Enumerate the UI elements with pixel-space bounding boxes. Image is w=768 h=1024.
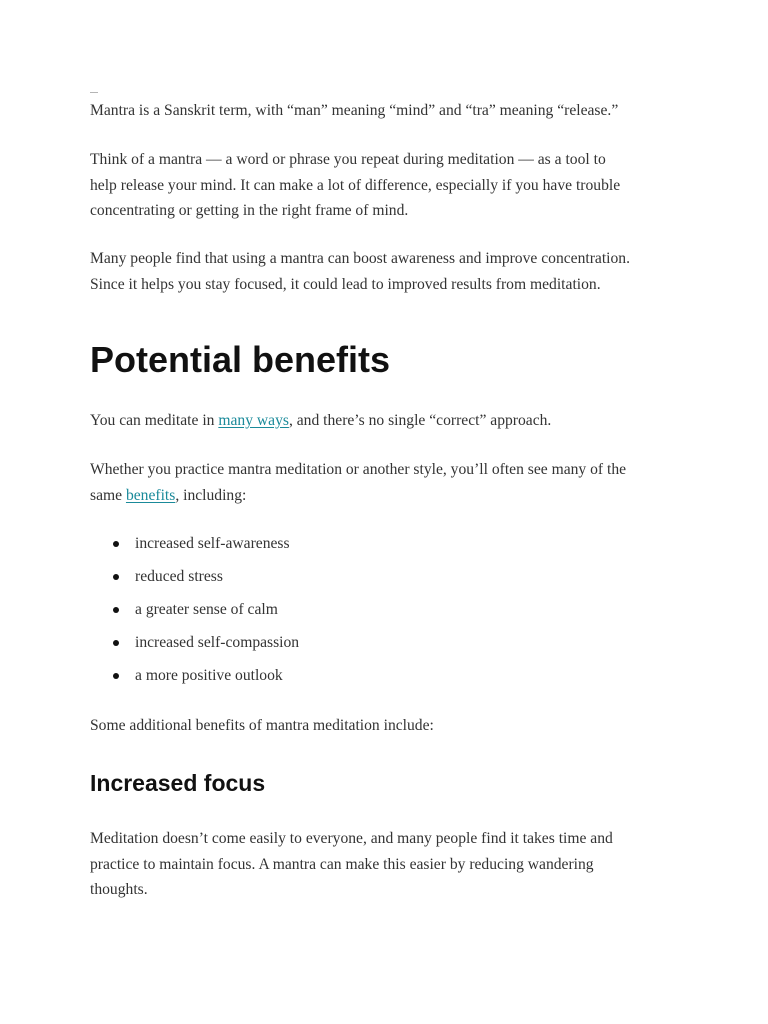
mantra-tool-line-1: Think of a mantra — a word or phrase you repeat during meditation — as a tool to: [90, 151, 606, 168]
meditate-text-before: You can meditate in: [90, 412, 219, 429]
top-divider: [90, 92, 98, 93]
list-item-text: increased self-awareness: [135, 535, 290, 552]
bullet-icon: [113, 673, 119, 679]
list-item-text: a greater sense of calm: [135, 601, 278, 618]
list-item-text: increased self-compassion: [135, 634, 300, 651]
whether-line-1: Whether you practice mantra meditation or another style, you’ll often see many of the: [90, 461, 627, 478]
list-item-text: a more positive outlook: [135, 667, 283, 684]
benefits-link[interactable]: benefits: [125, 486, 176, 504]
mantra-tool-paragraph: [90, 147, 690, 224]
benefits-list: [90, 531, 299, 696]
bullet-icon: [113, 541, 119, 547]
meditate-text-after: , and there’s no single “correct” approach.: [288, 412, 552, 429]
focus-line-1: Meditation doesn’t come easily to everyone, and many people find it takes time and: [90, 830, 613, 847]
whether-text-before: same: [90, 486, 126, 504]
list-item: [90, 630, 299, 663]
bullet-icon: [113, 607, 119, 613]
list-item: [90, 564, 299, 597]
increased-focus-heading: Increased focus: [90, 770, 266, 796]
bullet-icon: [113, 574, 119, 580]
potential-benefits-heading: Potential benefits: [90, 339, 391, 380]
whether-paragraph: [90, 457, 690, 508]
awareness-paragraph: [90, 246, 690, 297]
list-item: [90, 597, 299, 630]
awareness-line-2: Since it helps you stay focused, it could lead to improved results from meditation.: [90, 275, 601, 293]
focus-line-2: practice to maintain focus. A mantra can make this easier by reducing wandering: [90, 855, 594, 873]
mantra-tool-line-3: concentrating or getting in the right frame of mind.: [90, 202, 409, 219]
list-item: [90, 663, 299, 696]
list-item: [90, 531, 299, 564]
meditate-ways-paragraph: [90, 408, 690, 434]
list-item-text: reduced stress: [135, 568, 223, 585]
additional-benefits-paragraph: Some additional benefits of mantra meditation include:: [90, 717, 434, 734]
focus-paragraph: [90, 826, 690, 903]
awareness-line-1: Many people find that using a mantra can boost awareness and improve concentration.: [90, 250, 630, 267]
many-ways-link[interactable]: many ways: [218, 412, 289, 429]
bullet-icon: [113, 640, 119, 646]
intro-paragraph: Mantra is a Sanskrit term, with “man” meaning “mind” and “tra” meaning “release.”: [90, 102, 619, 119]
whether-text-after: , including:: [175, 486, 247, 504]
mantra-tool-line-2: help release your mind. It can make a lot of difference, especially if you have trouble: [90, 176, 621, 194]
focus-line-3: thoughts.: [90, 881, 148, 898]
